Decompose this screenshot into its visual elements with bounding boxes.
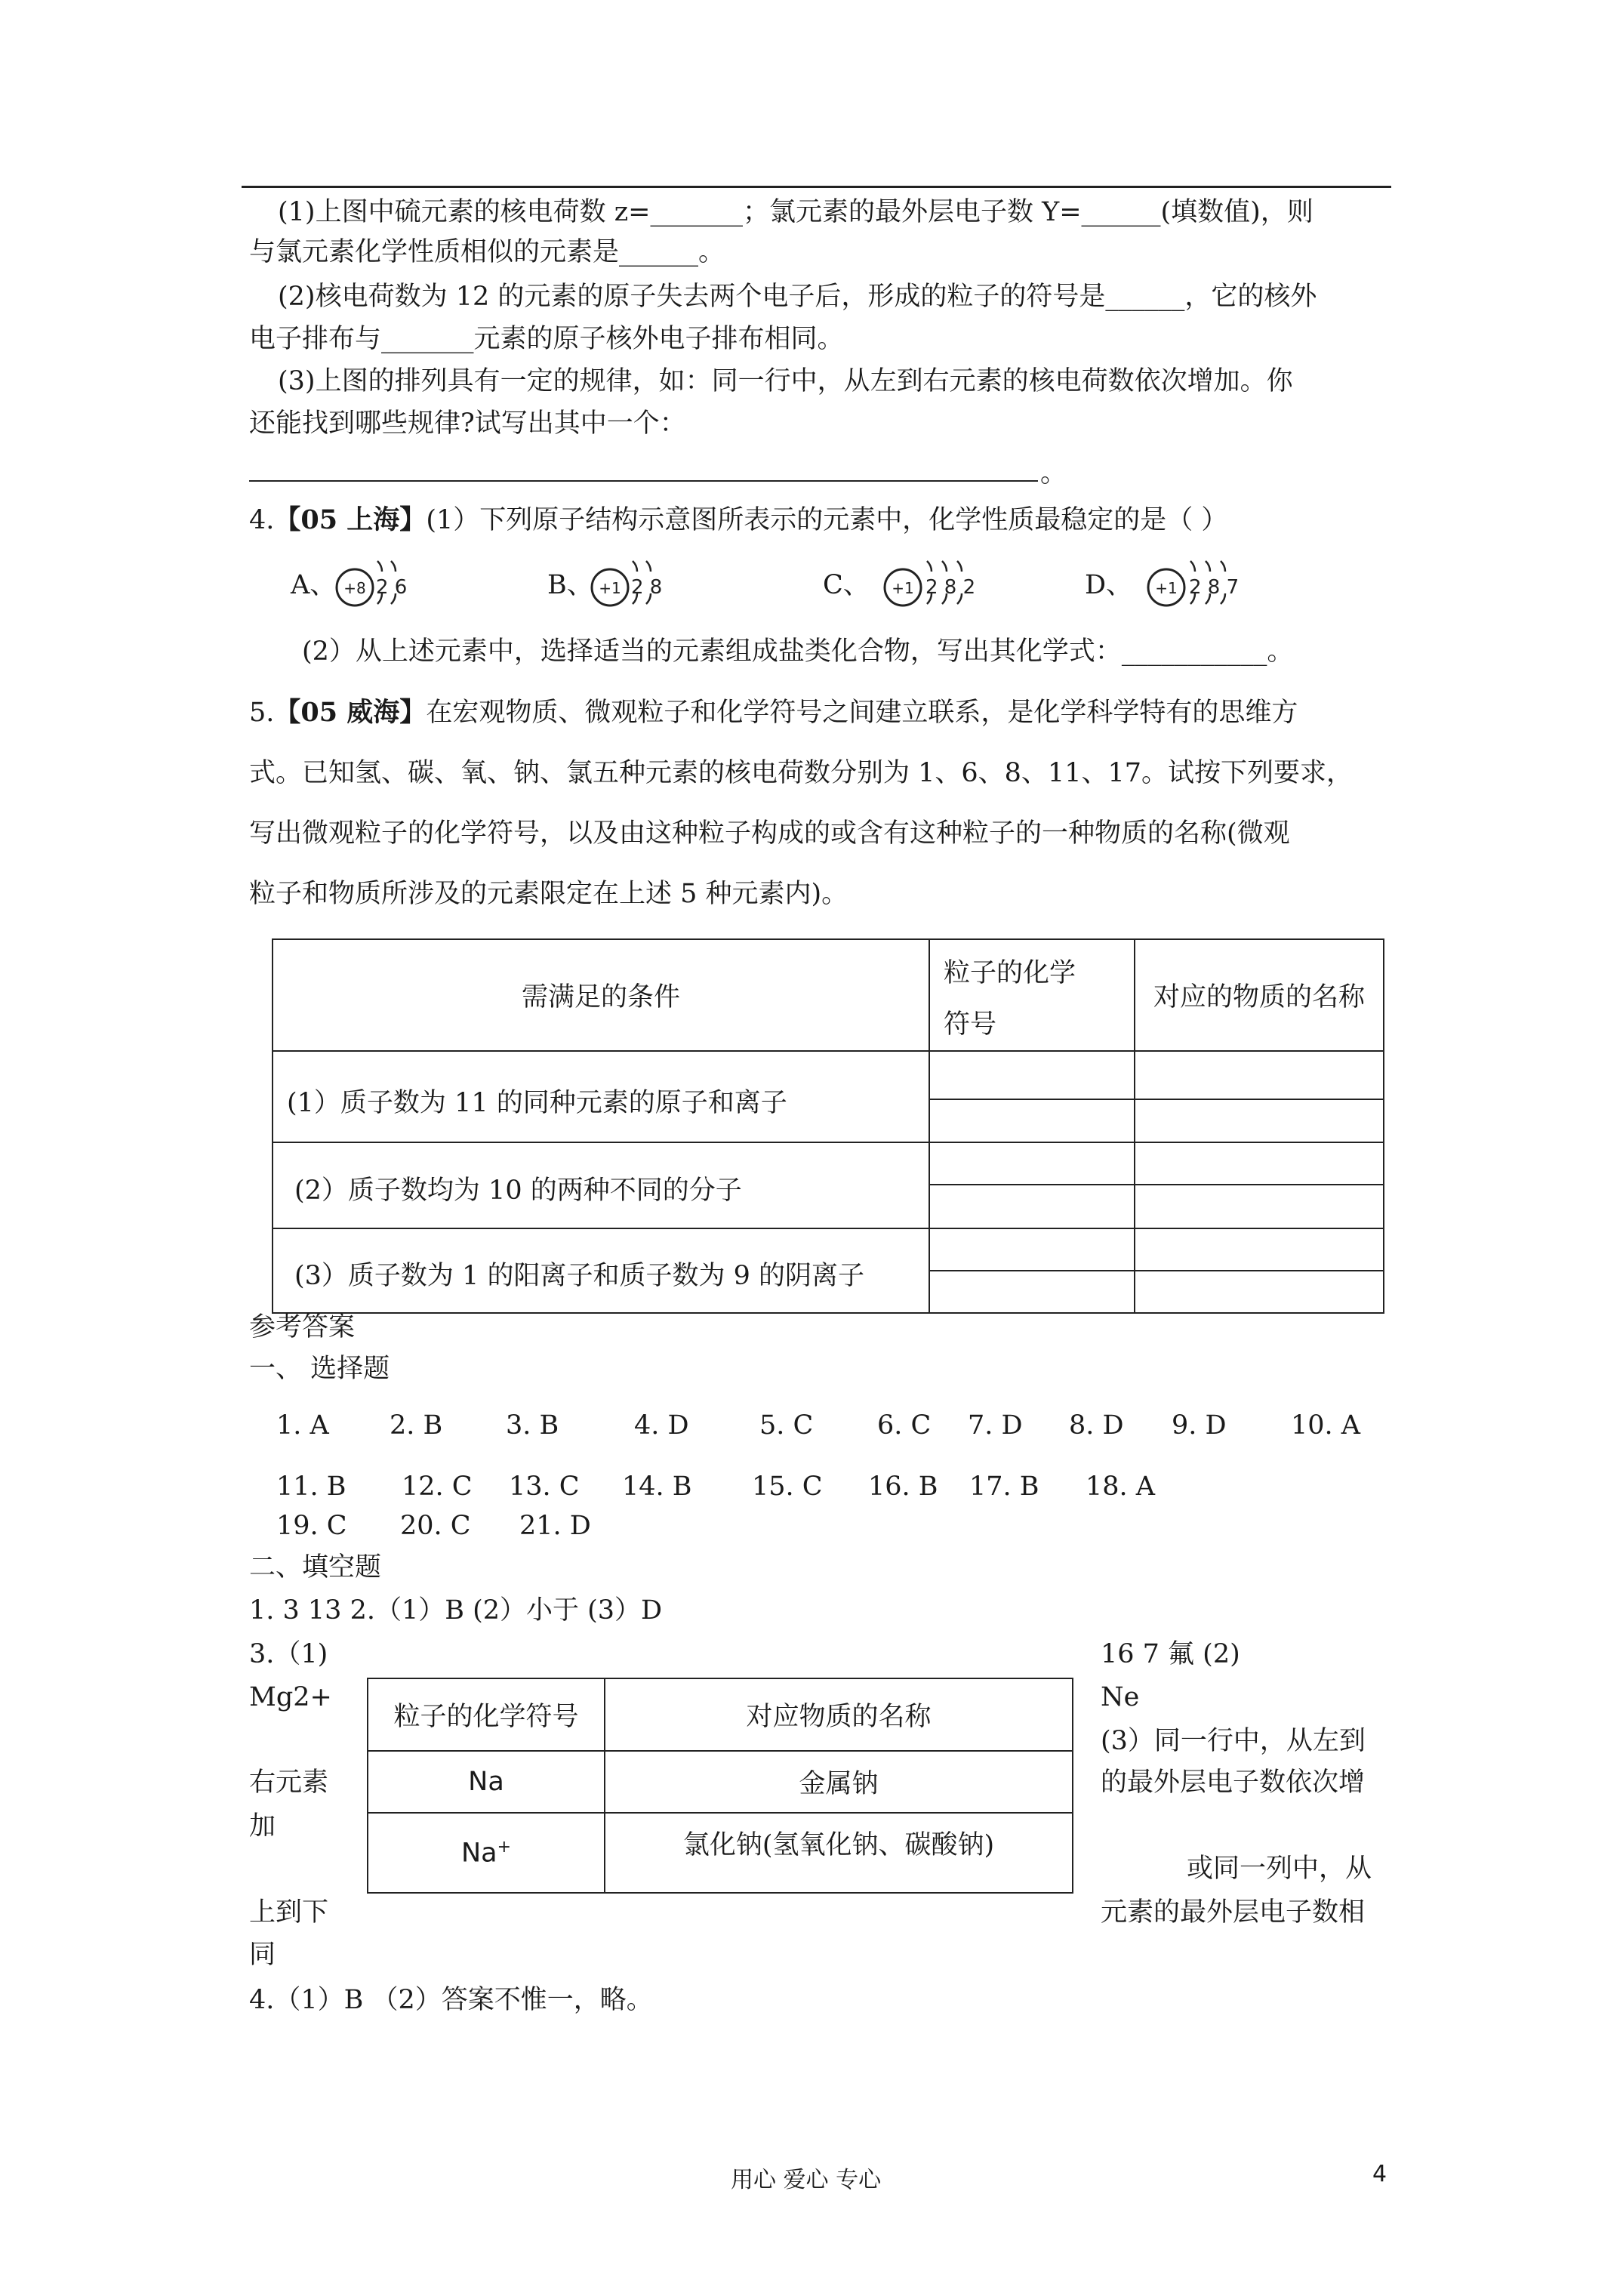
page-number: 4 bbox=[1372, 2161, 1387, 2187]
option-d-label: D、 bbox=[1085, 570, 1133, 600]
substance-cell-2b[interactable] bbox=[1135, 1185, 1384, 1228]
answers-title: 参考答案 bbox=[249, 1312, 356, 1342]
header-condition: 需满足的条件 bbox=[273, 939, 929, 1051]
section-multiple-choice: 一、 选择题 bbox=[249, 1354, 390, 1384]
substance-cell-1a[interactable] bbox=[1135, 1051, 1384, 1099]
q4-part2: (2）从上述元素中，选择适当的元素组成盐类化合物，写出其化学式：___________。 bbox=[302, 636, 1294, 667]
q5-line2: 式。已知氢、碳、氧、钠、氯五种元素的核电荷数分别为 1、6、8、11、17。试按下列要求， bbox=[249, 758, 1354, 788]
mc-answer: 10. A bbox=[1291, 1410, 1361, 1441]
header-substance: 对应的物质的名称 bbox=[1135, 939, 1384, 1051]
header-symbol bbox=[929, 939, 1135, 1051]
mc-answer: 14. B bbox=[622, 1472, 692, 1502]
q4-stem bbox=[249, 503, 1227, 538]
left-mg: Mg2+ bbox=[249, 1682, 332, 1712]
fill-answers-1-2: 1. 3 13 2.（1）B (2）小于 (3）D bbox=[249, 1595, 663, 1626]
option-c-label: C、 bbox=[823, 570, 870, 600]
condition-1: (1）质子数为 11 的同种元素的原子和离子 bbox=[273, 1051, 929, 1142]
atom-diagram-c bbox=[880, 550, 1009, 618]
shells-c: 2 8 2 bbox=[925, 576, 976, 599]
mc-answer: 9. D bbox=[1172, 1410, 1227, 1441]
mc-answer: 16. B bbox=[868, 1472, 938, 1502]
mc-answer: 15. C bbox=[752, 1472, 823, 1502]
nucleus-c: +1 bbox=[892, 579, 914, 597]
symbol-cell-3a[interactable] bbox=[929, 1228, 1135, 1271]
mc-answer: 5. C bbox=[759, 1410, 814, 1441]
q4-answer: 4.（1）B （2）答案不惟一，略。 bbox=[249, 1985, 653, 2015]
mc-answer: 7. D bbox=[968, 1410, 1023, 1441]
nucleus-a: +8 bbox=[343, 579, 366, 597]
mc-answer: 2. B bbox=[390, 1410, 443, 1441]
left-shang: 上到下 bbox=[249, 1897, 329, 1928]
mc-answer: 4. D bbox=[634, 1410, 689, 1441]
left-you: 右元素 bbox=[249, 1767, 329, 1798]
mc-answer: 1. A bbox=[276, 1410, 329, 1441]
answer-symbol-1: Na bbox=[368, 1751, 605, 1813]
nucleus-d: +1 bbox=[1155, 579, 1178, 597]
q3-line5: (3)上图的排列具有一定的规律，如：同一行中，从左到右元素的核电荷数依次增加。你 bbox=[278, 366, 1293, 396]
mc-answer: 11. B bbox=[276, 1472, 346, 1502]
option-a-label: A、 bbox=[291, 570, 337, 600]
q3-line3: (2)核电荷数为 12 的元素的原子失去两个电子后，形成的粒子的符号是______，它的核外 bbox=[278, 282, 1317, 312]
q3-line1: (1)上图中硫元素的核电荷数 z=_______；氯元素的最外层电子数 Y=______(填数值)，则 bbox=[278, 197, 1313, 227]
right-zui: 的最外层电子数依次增 bbox=[1101, 1767, 1366, 1798]
q3-answer-right: 16 7 氟 (2) bbox=[1101, 1639, 1240, 1669]
q5-line1 bbox=[249, 695, 1298, 730]
q4-number: 4. bbox=[249, 505, 275, 535]
atom-diagram-a bbox=[332, 550, 438, 618]
q5-text: 在宏观物质、微观粒子和化学符号之间建立联系，是化学科学特有的思维方 bbox=[426, 698, 1298, 728]
footer-motto: 用心 爱心 专心 bbox=[731, 2167, 882, 2193]
mc-answer: 20. C bbox=[400, 1511, 471, 1541]
answer-header-substance: 对应物质的名称 bbox=[605, 1678, 1073, 1751]
mc-answer: 21. D bbox=[519, 1511, 591, 1541]
q3-answer-label: 3.（1) bbox=[249, 1639, 328, 1669]
answer-substance-1: 金属钠 bbox=[605, 1751, 1073, 1813]
q3-line6: 还能找到哪些规律?试写出其中一个： bbox=[249, 408, 686, 439]
condition-2: (2）质子数均为 10 的两种不同的分子 bbox=[273, 1142, 929, 1228]
shells-a: 2 6 bbox=[376, 576, 408, 599]
answer-substance-2: 氯化钠(氢氧化钠、碳酸钠) bbox=[605, 1813, 1073, 1893]
left-tong: 同 bbox=[249, 1940, 276, 1970]
q5-number: 5. bbox=[249, 698, 275, 728]
header-symbol-line2: 符号 bbox=[944, 1009, 997, 1040]
nucleus-b: +1 bbox=[599, 579, 621, 597]
substance-cell-3a[interactable] bbox=[1135, 1228, 1384, 1271]
substance-cell-3b[interactable] bbox=[1135, 1271, 1384, 1313]
q4-text: (1）下列原子结构示意图所表示的元素中，化学性质最稳定的是（ ） bbox=[426, 505, 1228, 535]
symbol-cell-2b[interactable] bbox=[929, 1185, 1135, 1228]
atom-diagram-b bbox=[587, 550, 693, 618]
q3-line7-end: 。 bbox=[1040, 458, 1067, 488]
symbol-cell-3b[interactable] bbox=[929, 1271, 1135, 1313]
section-fill-blank: 二、填空题 bbox=[249, 1552, 382, 1583]
symbol-cell-2a[interactable] bbox=[929, 1142, 1135, 1185]
q4-tag: 【05 上海】 bbox=[274, 504, 427, 535]
symbol-cell-1a[interactable] bbox=[929, 1051, 1135, 1099]
answer-table bbox=[367, 1678, 1073, 1894]
mc-answer: 6. C bbox=[877, 1410, 932, 1441]
answer-blank-line bbox=[249, 480, 1038, 482]
shells-d: 2 8 7 bbox=[1189, 576, 1240, 599]
shells-b: 2 8 bbox=[631, 576, 663, 599]
header-rule bbox=[242, 186, 1391, 188]
answer-symbol-2-base: Na bbox=[460, 1838, 497, 1869]
header-symbol-line1: 粒子的化学 bbox=[944, 958, 1076, 988]
mc-answer: 3. B bbox=[506, 1410, 559, 1441]
answer-symbol-2 bbox=[368, 1813, 605, 1893]
answer-header-symbol: 粒子的化学符号 bbox=[368, 1678, 605, 1751]
mc-answer: 13. C bbox=[509, 1472, 580, 1502]
right-rule-3: (3）同一行中，从左到 bbox=[1101, 1726, 1366, 1756]
answer-symbol-2-charge: + bbox=[497, 1837, 512, 1857]
left-jia: 加 bbox=[249, 1811, 276, 1841]
q5-line4: 粒子和物质所涉及的元素限定在上述 5 种元素内)。 bbox=[249, 879, 848, 909]
mc-answer: 18. A bbox=[1086, 1472, 1156, 1502]
q3-line4: 电子排布与_______元素的原子核外电子排布相同。 bbox=[249, 324, 844, 354]
q5-line3: 写出微观粒子的化学符号，以及由这种粒子构成的或含有这种粒子的一种物质的名称(微观 bbox=[249, 818, 1290, 849]
option-b-label: B、 bbox=[547, 570, 593, 600]
mc-answer: 17. B bbox=[969, 1472, 1039, 1502]
mc-answer: 19. C bbox=[276, 1511, 347, 1541]
q5-tag: 【05 威海】 bbox=[274, 697, 427, 728]
right-huo: 或同一列中，从 bbox=[1187, 1854, 1372, 1884]
q3-line2: 与氯元素化学性质相似的元素是______。 bbox=[249, 237, 725, 267]
mc-answer: 8. D bbox=[1069, 1410, 1124, 1441]
substance-cell-2a[interactable] bbox=[1135, 1142, 1384, 1185]
mc-answer: 12. C bbox=[402, 1472, 473, 1502]
right-ne: Ne bbox=[1101, 1682, 1140, 1712]
atom-diagram-d bbox=[1144, 550, 1272, 618]
q5-table bbox=[272, 938, 1384, 1314]
symbol-cell-1b[interactable] bbox=[929, 1099, 1135, 1142]
condition-3: (3）质子数为 1 的阳离子和质子数为 9 的阴离子 bbox=[273, 1228, 929, 1313]
substance-cell-1b[interactable] bbox=[1135, 1099, 1384, 1142]
right-yuan: 元素的最外层电子数相 bbox=[1101, 1897, 1366, 1928]
